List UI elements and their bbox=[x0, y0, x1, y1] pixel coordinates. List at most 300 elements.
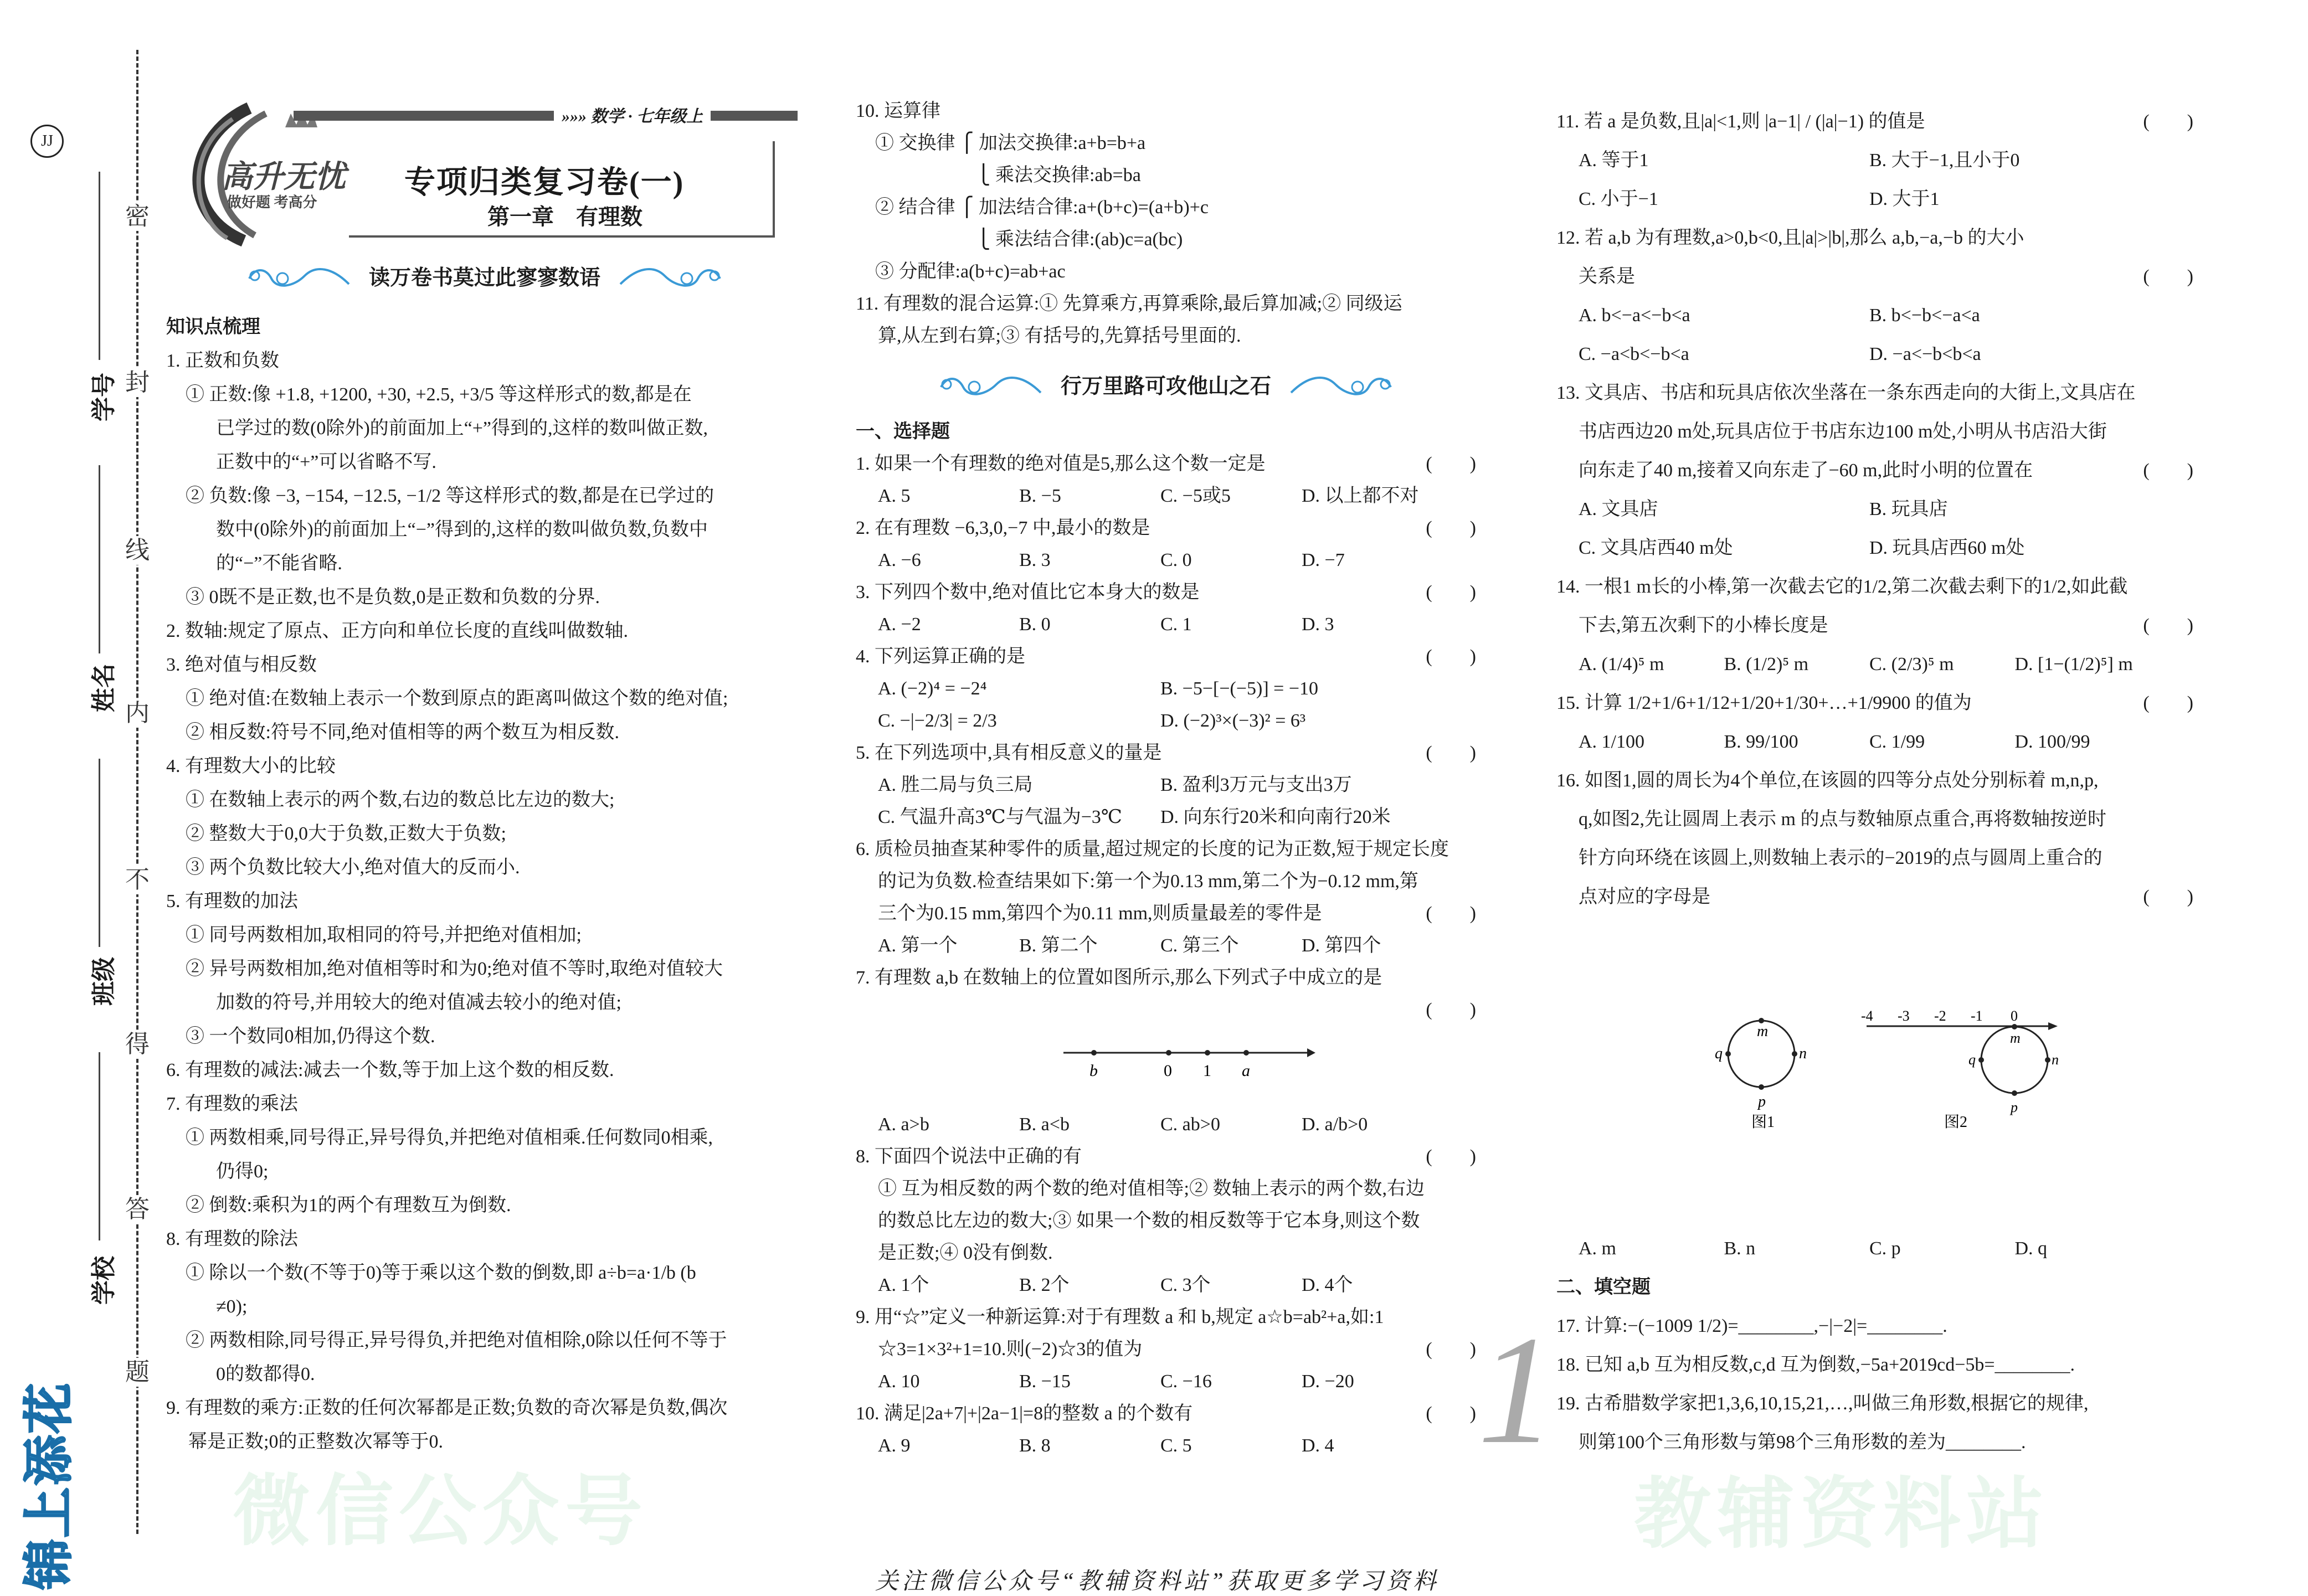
line-text: 11. 若 a 是负数,且|a|<1,则 |a−1| / (|a|−1) 的值是 bbox=[1556, 111, 1925, 132]
line-text: 6. 有理数的减法:减去一个数,等于加上这个数的相反数. bbox=[166, 1060, 614, 1080]
answer-bracket[interactable]: ( ) bbox=[1426, 1403, 1476, 1424]
swirl-ornament-icon bbox=[615, 262, 726, 290]
line-text: 15. 计算 1/2+1/6+1/12+1/20+1/30+…+1/9900 的值为 bbox=[1556, 693, 1972, 713]
option: A. 等于1 bbox=[1579, 150, 1649, 171]
text-line bbox=[166, 411, 803, 445]
chapter-title: 第一章 有理数 bbox=[487, 204, 642, 229]
line-text: 4. 有理数大小的比较 bbox=[166, 756, 336, 776]
text-line bbox=[166, 648, 803, 682]
line-text: 10. 运算律 bbox=[856, 101, 940, 121]
option: C. (2/3)⁵ m bbox=[1869, 654, 1954, 675]
options-row bbox=[1556, 180, 2193, 219]
line-text: 5. 在下列选项中,具有相反意义的量是 bbox=[856, 743, 1162, 763]
option: D. 3 bbox=[1302, 614, 1334, 635]
line-text: ① 两数相乘,同号得正,异号得负,并把绝对值相乘.任何数同0相乘, bbox=[186, 1128, 713, 1148]
choice-questions-3 bbox=[1556, 102, 2193, 917]
text-line bbox=[856, 833, 1476, 866]
line-text: 0的数都得0. bbox=[216, 1364, 315, 1384]
text-line bbox=[856, 1141, 1476, 1173]
middle-column bbox=[856, 95, 1476, 1462]
answer-bracket[interactable]: ( ) bbox=[1426, 518, 1476, 538]
line-text: ② 异号两数相加,绝对值相等时和为0;绝对值不等时,取绝对值较大 bbox=[186, 959, 723, 979]
option: A. 1个 bbox=[878, 1275, 929, 1295]
option: D. q bbox=[2014, 1238, 2048, 1259]
section-heading bbox=[856, 416, 1476, 448]
line-text: 18. 已知 a,b 互为相反数,c,d 互为倒数,−5a+2019cd−5b=________. bbox=[1556, 1355, 2075, 1375]
text-line bbox=[856, 994, 1476, 1026]
option: C. −5或5 bbox=[1160, 486, 1231, 506]
label-b: b bbox=[1089, 1062, 1098, 1080]
text-line bbox=[166, 1391, 803, 1425]
options-row bbox=[856, 673, 1476, 705]
line-text: 正数中的“+”可以省略不写. bbox=[216, 452, 436, 472]
options-row bbox=[856, 801, 1476, 833]
watermark-line1: 微信公众号 bbox=[233, 1466, 649, 1557]
text-line bbox=[166, 1425, 803, 1459]
option: B. −15 bbox=[1019, 1371, 1071, 1392]
option: B. 3 bbox=[1019, 550, 1051, 570]
text-line bbox=[1556, 568, 2193, 606]
line-text: 书店西边20 m处,玩具店位于书店东边100 m处,小明从书店沿大街 bbox=[1579, 421, 2107, 442]
text-line bbox=[166, 918, 803, 952]
q16-figures bbox=[1556, 1010, 2193, 1136]
line-text: 19. 古希腊数学家把1,3,6,10,15,21,…,叫做三角形数,根据它的规律, bbox=[1556, 1393, 2089, 1414]
text-line bbox=[856, 737, 1476, 769]
line-text: 关系是 bbox=[1579, 266, 1635, 287]
answer-bracket[interactable]: ( ) bbox=[1426, 903, 1476, 924]
text-line bbox=[166, 1053, 803, 1087]
text-line bbox=[1556, 800, 2193, 839]
right-column bbox=[1556, 102, 2193, 1462]
text-line bbox=[166, 1020, 803, 1053]
paper-header bbox=[166, 102, 803, 246]
line-text: 3. 下列四个数中,绝对值比它本身大的数是 bbox=[856, 582, 1200, 603]
text-line bbox=[856, 288, 1476, 320]
line-text: 1. 如果一个有理数的绝对值是5,那么这个数一定是 bbox=[856, 454, 1266, 474]
text-line bbox=[856, 192, 1476, 224]
watermark-line2: 教辅资料站 bbox=[1634, 1469, 2050, 1559]
option: C. 第三个 bbox=[1160, 935, 1239, 956]
line-text: 16. 如图1,圆的周长为4个单位,在该圆的四等分点处分别标着 m,n,p, bbox=[1556, 770, 2099, 791]
line-text: 点对应的字母是 bbox=[1579, 887, 1710, 907]
line-text: ③ 分配律:a(b+c)=ab+ac bbox=[875, 261, 1066, 282]
banner-text: 行万里路可攻他山之石 bbox=[1060, 375, 1271, 398]
option: A. (1/4)⁵ m bbox=[1579, 654, 1664, 675]
text-line bbox=[166, 378, 803, 411]
line-text: 14. 一根1 m长的小棒,第一次截去它的1/2,第二次截去剩下的1/2,如此截 bbox=[1556, 576, 2128, 597]
text-line bbox=[1556, 1423, 2193, 1462]
text-line bbox=[856, 512, 1476, 544]
line-text: ② 倒数:乘积为1的两个有理数互为倒数. bbox=[186, 1195, 511, 1216]
line-text: ① 交换律 ⎧ 加法交换律:a+b=b+a bbox=[875, 133, 1146, 153]
line-text: 仍得0; bbox=[216, 1161, 269, 1182]
line-text: ≠0); bbox=[216, 1296, 248, 1317]
axis-tick: 0 bbox=[2011, 1010, 2018, 1024]
field-label-student-id: 学号 bbox=[90, 373, 117, 421]
option: B. (1/2)⁵ m bbox=[1724, 654, 1809, 675]
option: D. 100/99 bbox=[2014, 732, 2090, 752]
knowledge-column bbox=[166, 310, 803, 1462]
text-line bbox=[1556, 102, 2193, 141]
text-line bbox=[1556, 1346, 2193, 1384]
edition-mark: JJ bbox=[30, 125, 64, 158]
knowledge-list bbox=[166, 310, 803, 1459]
section-banner-2 bbox=[856, 369, 1476, 399]
point-n: n bbox=[1799, 1045, 1807, 1062]
option: C. −a<b<−b<a bbox=[1579, 344, 1689, 364]
text-line bbox=[1556, 839, 2193, 878]
text-line bbox=[856, 1334, 1476, 1366]
line-text: ⎩ 乘法交换律:ab=ba bbox=[976, 165, 1141, 186]
text-line bbox=[166, 344, 803, 378]
answer-bracket[interactable]: ( ) bbox=[1426, 454, 1476, 474]
option: C. 1/99 bbox=[1869, 732, 1925, 752]
point-m: m bbox=[2010, 1030, 2021, 1046]
line-text: 9. 有理数的乘方:正数的任何次幂都是正数;负数的奇次幂是负数,偶次 bbox=[166, 1398, 728, 1418]
paper-title: 专项归类复习卷(一) bbox=[404, 166, 685, 200]
line-text: ② 相反数:符号不同,绝对值相等的两个数互为相反数. bbox=[186, 722, 619, 743]
line-text: ③ 一个数同0相加,仍得这个数. bbox=[186, 1026, 435, 1047]
text-line bbox=[1556, 1384, 2193, 1423]
option: C. −|−2/3| = 2/3 bbox=[878, 711, 997, 731]
text-line bbox=[1556, 413, 2193, 451]
page-number: 1 bbox=[1478, 1304, 1555, 1476]
axis-tick: -1 bbox=[1971, 1010, 1983, 1024]
footer-note: 关注微信公众号“教辅资料站”获取更多学习资料 bbox=[875, 1569, 1440, 1594]
line-text: 向东走了40 m,接着又向东走了−60 m,此时小明的位置在 bbox=[1579, 460, 2033, 481]
line-text: 算,从左到右算;③ 有括号的,先算括号里面的. bbox=[878, 326, 1241, 346]
answer-bracket[interactable]: ( ) bbox=[1426, 646, 1476, 667]
text-line bbox=[166, 749, 803, 783]
answer-bracket[interactable]: ( ) bbox=[1426, 1000, 1476, 1020]
options-row bbox=[1556, 529, 2193, 568]
option: A. a>b bbox=[878, 1114, 929, 1135]
answer-bracket[interactable]: ( ) bbox=[1426, 743, 1476, 763]
text-line bbox=[166, 513, 803, 547]
text-line bbox=[166, 1290, 803, 1324]
line-text: 已学过的数(0除外)的前面加上“+”得到的,这样的数叫做正数, bbox=[216, 418, 708, 439]
option: A. 1/100 bbox=[1579, 732, 1644, 752]
subject-grade: »»» 数学 · 七年级上 bbox=[554, 102, 711, 127]
option: A. 9 bbox=[878, 1435, 911, 1456]
number-line-figure bbox=[1061, 1043, 1315, 1087]
option: D. −7 bbox=[1302, 550, 1345, 570]
answer-bracket[interactable]: ( ) bbox=[1426, 582, 1476, 603]
line-text: 下去,第五次剩下的小棒长度是 bbox=[1579, 615, 1828, 636]
seal-char: 线 bbox=[123, 536, 152, 565]
seal-char: 密 bbox=[123, 202, 152, 231]
answer-bracket[interactable]: ( ) bbox=[2143, 615, 2193, 636]
text-line bbox=[856, 1398, 1476, 1430]
answer-bracket[interactable]: ( ) bbox=[2143, 887, 2193, 907]
option: A. m bbox=[1579, 1238, 1616, 1259]
options-row bbox=[856, 930, 1476, 962]
brand-logo-text: 高升无忧 bbox=[222, 160, 346, 194]
options-row bbox=[856, 1269, 1476, 1301]
q7-number-line bbox=[856, 1043, 1476, 1092]
line-text: ⎩ 乘法结合律:(ab)c=a(bc) bbox=[976, 229, 1183, 250]
option: D. −20 bbox=[1302, 1371, 1354, 1392]
swirl-ornament-icon bbox=[244, 262, 354, 290]
banner-text: 读万卷书莫过此寥寥数语 bbox=[368, 266, 600, 290]
fill-in-questions bbox=[1556, 1229, 2193, 1462]
text-line bbox=[166, 1256, 803, 1290]
label-1: 1 bbox=[1203, 1062, 1211, 1080]
field-line-class bbox=[99, 759, 100, 947]
option: D. 玩具店西60 m处 bbox=[1869, 538, 2025, 558]
option: A. b<−a<−b<a bbox=[1579, 305, 1690, 326]
line-text: ② 结合律 ⎧ 加法结合律:a+(b+c)=(a+b)+c bbox=[875, 197, 1209, 218]
option: A. −6 bbox=[878, 550, 921, 570]
line-text: 加数的符号,并用较大的绝对值减去较小的绝对值; bbox=[216, 992, 621, 1013]
line-text: 8. 下面四个说法中正确的有 bbox=[856, 1146, 1082, 1167]
line-text: 7. 有理数 a,b 在数轴上的位置如图所示,那么下列式子中成立的是 bbox=[856, 967, 1382, 988]
text-line bbox=[166, 715, 803, 749]
line-text: ① 除以一个数(不等于0)等于乘以这个数的倒数,即 a÷b=a·1/b (b bbox=[186, 1263, 696, 1283]
options-row bbox=[1556, 335, 2193, 374]
header-bar bbox=[294, 111, 798, 121]
option: D. (−2)³×(−3)² = 6³ bbox=[1160, 711, 1306, 731]
point-p: p bbox=[2011, 1099, 2018, 1115]
option: B. −5−[−(−5)] = −10 bbox=[1160, 678, 1319, 699]
line-text: 11. 有理数的混合运算:① 先算乘方,再算乘除,最后算加减;② 同级运 bbox=[856, 294, 1402, 314]
answer-bracket[interactable]: ( ) bbox=[2143, 111, 2193, 132]
text-line bbox=[856, 256, 1476, 288]
line-text: 5. 有理数的加法 bbox=[166, 891, 298, 912]
text-line bbox=[166, 884, 803, 918]
option: A. 5 bbox=[878, 486, 911, 506]
line-text: ☆3=1×3²+1=10.则(−2)☆3的值为 bbox=[878, 1339, 1143, 1360]
option: D. 4个 bbox=[1302, 1275, 1353, 1295]
line-text: 针方向环绕在该圆上,则数轴上表示的−2019的点与圆周上重合的 bbox=[1579, 848, 2103, 868]
text-line bbox=[856, 866, 1476, 898]
text-line bbox=[856, 898, 1476, 930]
option: A. 文具店 bbox=[1579, 499, 1658, 519]
line-text: 8. 有理数的除法 bbox=[166, 1229, 298, 1249]
option: B. 8 bbox=[1019, 1435, 1051, 1456]
line-text: 是正数;④ 0没有倒数. bbox=[878, 1243, 1053, 1263]
text-line bbox=[166, 1087, 803, 1121]
label-0: 0 bbox=[1164, 1062, 1172, 1080]
text-line bbox=[166, 547, 803, 580]
line-text: 2. 数轴:规定了原点、正方向和单位长度的直线叫做数轴. bbox=[166, 621, 628, 641]
line-text bbox=[856, 1000, 861, 1020]
field-label-name: 姓名 bbox=[90, 663, 117, 712]
answer-bracket[interactable]: ( ) bbox=[2143, 460, 2193, 481]
seal-char: 题 bbox=[123, 1358, 152, 1387]
text-line bbox=[166, 1121, 803, 1155]
line-text: ① 互为相反数的两个数的绝对值相等;② 数轴上表示的两个数,右边 bbox=[878, 1178, 1425, 1199]
line-text: ③ 两个负数比较大小,绝对值大的反而小. bbox=[186, 857, 520, 878]
text-line bbox=[856, 641, 1476, 673]
point-q: q bbox=[1968, 1052, 1976, 1068]
point-m: m bbox=[1757, 1023, 1769, 1040]
text-line bbox=[856, 320, 1476, 352]
seal-char: 内 bbox=[123, 699, 152, 728]
text-line bbox=[1556, 684, 2193, 723]
line-text: 1. 正数和负数 bbox=[166, 351, 279, 371]
operation-laws bbox=[856, 95, 1476, 352]
text-line bbox=[856, 1173, 1476, 1205]
field-line-school bbox=[99, 1052, 100, 1240]
answer-bracket[interactable]: ( ) bbox=[2143, 266, 2193, 287]
option: D. 4 bbox=[1302, 1435, 1334, 1456]
option: B. 2个 bbox=[1019, 1275, 1070, 1295]
line-text: 3. 绝对值与相反数 bbox=[166, 655, 317, 675]
text-line bbox=[856, 1205, 1476, 1237]
option: D. 第四个 bbox=[1302, 935, 1381, 956]
text-line bbox=[166, 479, 803, 513]
field-label-school: 学校 bbox=[90, 1256, 117, 1305]
options-row bbox=[856, 544, 1476, 576]
axis-tick: -3 bbox=[1898, 1010, 1910, 1024]
option: C. 0 bbox=[1160, 550, 1192, 570]
line-text: 的记为负数.检查结果如下:第一个为0.13 mm,第二个为−0.12 mm,第 bbox=[878, 871, 1418, 892]
text-line bbox=[1556, 451, 2193, 490]
line-text: 则第100个三角形数与第98个三角形数的差为________. bbox=[1579, 1432, 2026, 1453]
brush-title: 锦上添花 bbox=[22, 1381, 77, 1589]
line-text: 三个为0.15 mm,第四个为0.11 mm,则质量最差的零件是 bbox=[878, 903, 1322, 924]
line-text: ① 正数:像 +1.8, +1200, +30, +2.5, +3/5 等这样形式的数,都是在 bbox=[186, 384, 692, 405]
option: A. 第一个 bbox=[878, 935, 958, 956]
line-text: q,如图2,先让圆周上表示 m 的点与数轴原点重合,再将数轴按逆时 bbox=[1579, 809, 2106, 830]
option: C. 小于−1 bbox=[1579, 189, 1658, 209]
option: D. a/b>0 bbox=[1302, 1114, 1368, 1135]
line-text: 7. 有理数的乘法 bbox=[166, 1094, 298, 1114]
text-line bbox=[166, 614, 803, 648]
options-row bbox=[1556, 490, 2193, 529]
option: B. 大于−1,且小于0 bbox=[1869, 150, 2020, 171]
option: C. 气温升高3℃与气温为−3℃ bbox=[878, 807, 1122, 827]
text-line bbox=[166, 783, 803, 817]
text-line bbox=[1556, 878, 2193, 917]
text-line bbox=[856, 962, 1476, 994]
line-text: 10. 满足|2a+7|+|2a−1|=8的整数 a 的个数有 bbox=[856, 1403, 1193, 1424]
seal-char: 答 bbox=[123, 1195, 152, 1224]
option: D. 向东行20米和向南行20米 bbox=[1160, 807, 1391, 827]
figure-caption: 图1 bbox=[1751, 1114, 1775, 1131]
line-text: 知识点梳理 bbox=[166, 317, 260, 337]
line-text: 的数总比左边的数大;③ 如果一个数的相反数等于它本身,则这个数 bbox=[878, 1211, 1420, 1231]
option: D. −a<−b<b<a bbox=[1869, 344, 1981, 364]
option: B. −5 bbox=[1019, 486, 1061, 506]
option: C. −16 bbox=[1160, 1371, 1212, 1392]
circle-number-line-figure bbox=[1700, 1010, 2088, 1131]
options-row bbox=[1556, 296, 2193, 335]
line-text: ② 负数:像 −3, −154, −12.5, −1/2 等这样形式的数,都是在已学过的 bbox=[186, 486, 714, 506]
option: B. a<b bbox=[1019, 1114, 1070, 1135]
text-line bbox=[166, 986, 803, 1020]
line-text: ① 同号两数相加,取相同的符号,并把绝对值相加; bbox=[186, 925, 582, 945]
section-heading bbox=[166, 310, 803, 344]
option: B. 第二个 bbox=[1019, 935, 1098, 956]
text-line bbox=[1556, 606, 2193, 645]
line-text: 二、填空题 bbox=[1556, 1277, 1651, 1298]
text-line bbox=[856, 448, 1476, 480]
option: B. 盈利3万元与支出3万 bbox=[1160, 775, 1352, 795]
text-line bbox=[1556, 219, 2193, 258]
text-line bbox=[166, 682, 803, 715]
answer-bracket[interactable]: ( ) bbox=[2143, 693, 2193, 713]
text-line bbox=[166, 952, 803, 986]
cut-line bbox=[136, 50, 138, 1534]
option: B. 0 bbox=[1019, 614, 1051, 635]
text-line bbox=[1556, 1307, 2193, 1346]
seal-char: 不 bbox=[123, 866, 152, 894]
text-line bbox=[1556, 258, 2193, 296]
options-row bbox=[856, 609, 1476, 641]
choice-questions-2 bbox=[856, 1109, 1476, 1462]
option: A. 胜二局与负三局 bbox=[878, 775, 1033, 795]
option: A. (−2)⁴ = −2⁴ bbox=[878, 678, 987, 699]
options-row bbox=[856, 705, 1476, 737]
option: B. b<−b<−a<a bbox=[1869, 305, 1980, 326]
options-row bbox=[856, 1109, 1476, 1141]
option: C. ab>0 bbox=[1160, 1114, 1220, 1135]
line-text: 的“−”不能省略. bbox=[216, 553, 342, 574]
option: D. [1−(1/2)⁵] m bbox=[2014, 654, 2133, 675]
options-row bbox=[856, 1366, 1476, 1398]
axis-tick: -2 bbox=[1934, 1010, 1946, 1024]
text-line bbox=[166, 1188, 803, 1222]
text-line bbox=[856, 1301, 1476, 1334]
text-line bbox=[166, 851, 803, 884]
text-line bbox=[166, 817, 803, 851]
text-line bbox=[1556, 761, 2193, 800]
text-line bbox=[1556, 374, 2193, 413]
line-text: ① 在数轴上表示的两个数,右边的数总比左边的数大; bbox=[186, 790, 615, 810]
choice-questions-1 bbox=[856, 416, 1476, 1026]
text-line bbox=[856, 576, 1476, 609]
line-text: 2. 在有理数 −6,3,0,−7 中,最小的数是 bbox=[856, 518, 1150, 538]
option: C. 文具店西40 m处 bbox=[1579, 538, 1733, 558]
point-q: q bbox=[1715, 1045, 1723, 1062]
options-row bbox=[1556, 141, 2193, 180]
option: B. 玩具店 bbox=[1869, 499, 1948, 519]
options-row bbox=[856, 1430, 1476, 1462]
line-text: 13. 文具店、书店和玩具店依次坐落在一条东西走向的大街上,文具店在 bbox=[1556, 383, 2136, 403]
answer-bracket[interactable]: ( ) bbox=[1426, 1339, 1476, 1360]
section-heading bbox=[1556, 1268, 2193, 1307]
point-n: n bbox=[2052, 1052, 2059, 1068]
line-text: ② 整数大于0,0大于负数,正数大于负数; bbox=[186, 823, 506, 844]
line-text: 4. 下列运算正确的是 bbox=[856, 646, 1025, 667]
line-text: 6. 质检员抽查某种零件的质量,超过规定的长度的记为正数,短于规定长度 bbox=[856, 839, 1449, 859]
swirl-ornament-icon bbox=[935, 370, 1046, 398]
option: A. −2 bbox=[878, 614, 921, 635]
text-line bbox=[856, 1237, 1476, 1269]
line-text: 一、选择题 bbox=[856, 421, 950, 442]
line-text: 数中(0除外)的前面加上“−”得到的,这样的数叫做负数,负数中 bbox=[216, 519, 708, 540]
text-line bbox=[856, 95, 1476, 127]
answer-bracket[interactable]: ( ) bbox=[1426, 1146, 1476, 1167]
line-text: ② 两数相除,同号得正,异号得负,并把绝对值相除,0除以任何不等于 bbox=[186, 1330, 727, 1351]
option: C. 5 bbox=[1160, 1435, 1192, 1456]
options-row bbox=[1556, 1229, 2193, 1268]
text-line bbox=[166, 445, 803, 479]
text-line bbox=[166, 1324, 803, 1357]
text-line bbox=[856, 127, 1476, 159]
field-line-student-id bbox=[99, 172, 100, 360]
seal-char: 得 bbox=[123, 1030, 152, 1059]
option: C. p bbox=[1869, 1238, 1901, 1259]
text-line bbox=[166, 1222, 803, 1256]
swirl-ornament-icon bbox=[1286, 370, 1396, 398]
option: D. 大于1 bbox=[1869, 189, 1940, 209]
line-text: 17. 计算:−(−1009 1/2)=________,−|−2|=________. bbox=[1556, 1316, 1947, 1336]
options-row bbox=[856, 480, 1476, 512]
option: C. 3个 bbox=[1160, 1275, 1211, 1295]
